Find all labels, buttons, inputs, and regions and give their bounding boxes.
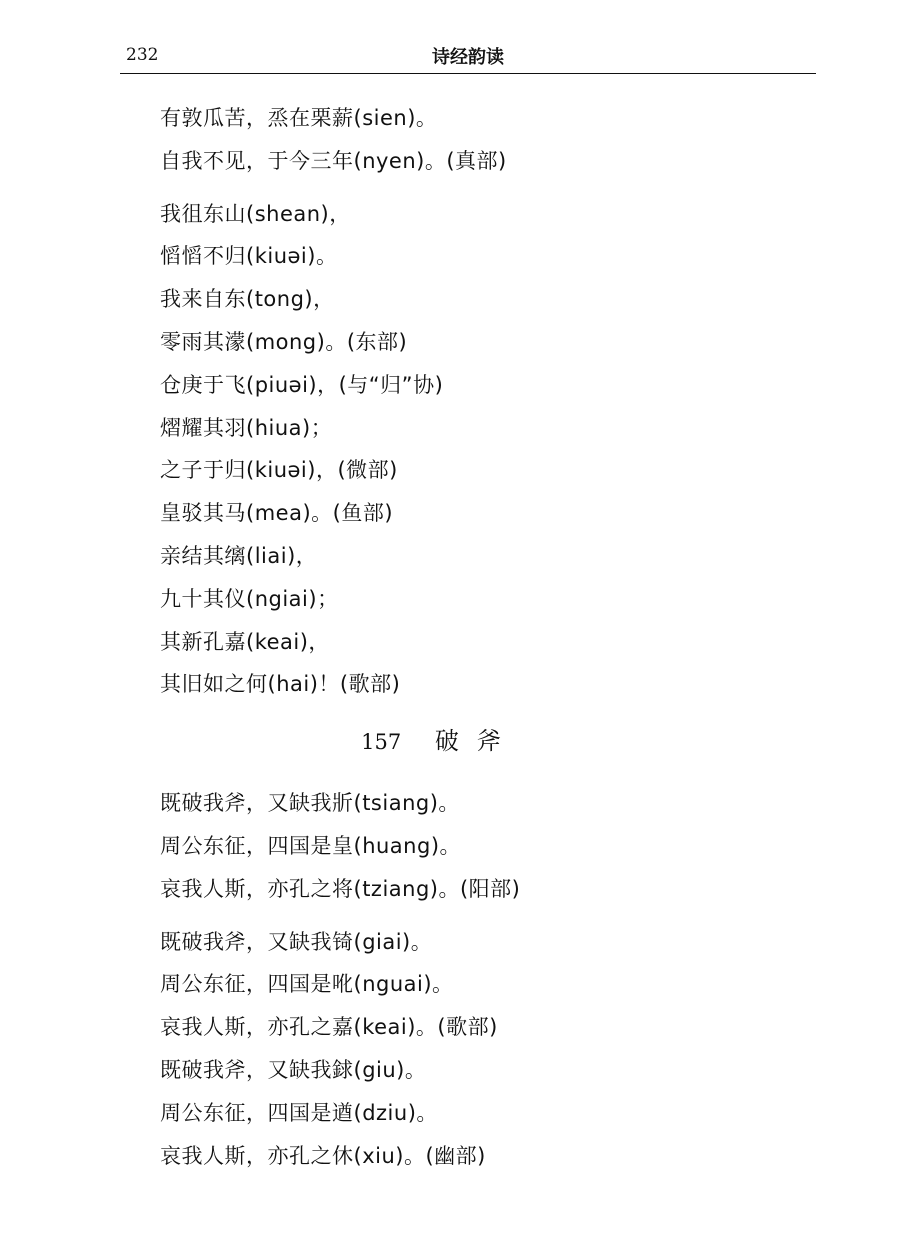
stanza xyxy=(160,782,820,910)
verse-line: 仓庚于飞(piuəi)，(与“归”协) xyxy=(160,372,444,397)
verse-line: 其新孔嘉(keai)， xyxy=(160,629,330,654)
stanza xyxy=(160,921,820,1178)
stanza-gap xyxy=(160,911,820,921)
poem-title xyxy=(160,706,820,776)
verse-line: 皇驳其马(mea)。(鱼部) xyxy=(160,501,394,526)
verse-line: 慆慆不归(kiuəi)。 xyxy=(160,244,338,269)
verse-line: 有敦瓜苦，烝在栗薪(sien)。 xyxy=(160,106,438,130)
page-header xyxy=(120,40,816,74)
verse-line: 周公东征，四国是吪(nguai)。 xyxy=(160,972,454,997)
verse-line: 九十其仪(ngiai)； xyxy=(160,586,339,611)
verse-line: 之子于归(kiuəi)，(微部) xyxy=(160,458,398,483)
verse-line: 自我不见，于今三年(nyen)。(真部) xyxy=(160,148,507,173)
verse-line: 既破我斧，又缺我锜(giai)。 xyxy=(160,929,433,954)
verse-line: 熠耀其羽(hiua)； xyxy=(160,415,333,440)
verse-line: 哀我人斯，亦孔之嘉(keai)。(歌部) xyxy=(160,1015,498,1040)
verse-line: 周公东征，四国是皇(huang)。 xyxy=(160,833,462,858)
page-number: 232 xyxy=(126,45,159,65)
verse-line: 既破我斧，又缺我銶(giu)。 xyxy=(160,1057,427,1082)
stanza-gap xyxy=(160,183,820,193)
verse-line: 哀我人斯，亦孔之将(tziang)。(阳部) xyxy=(160,876,521,901)
stanza xyxy=(160,97,820,183)
verse-line: 其旧如之何(hai)！(歌部) xyxy=(160,672,401,697)
running-title: 诗经韵读 xyxy=(432,47,504,68)
stanza xyxy=(160,193,820,707)
verse-line: 哀我人斯，亦孔之休(xiu)。(幽部) xyxy=(160,1143,486,1168)
header-rule xyxy=(120,73,816,74)
verse-line: 既破我斧，又缺我斨(tsiang)。 xyxy=(160,791,460,816)
poem-name: 破斧 xyxy=(434,727,519,756)
page-body xyxy=(160,97,820,1177)
verse-line: 我徂东山(shean)， xyxy=(160,201,351,226)
verse-line: 我来自东(tong)， xyxy=(160,287,335,312)
verse-line: 零雨其濛(mong)。(东部) xyxy=(160,329,408,354)
verse-line: 周公东征，四国是遒(dziu)。 xyxy=(160,1100,438,1125)
verse-line: 亲结其缡(liai)， xyxy=(160,543,318,568)
poem-number: 157 xyxy=(361,730,402,755)
